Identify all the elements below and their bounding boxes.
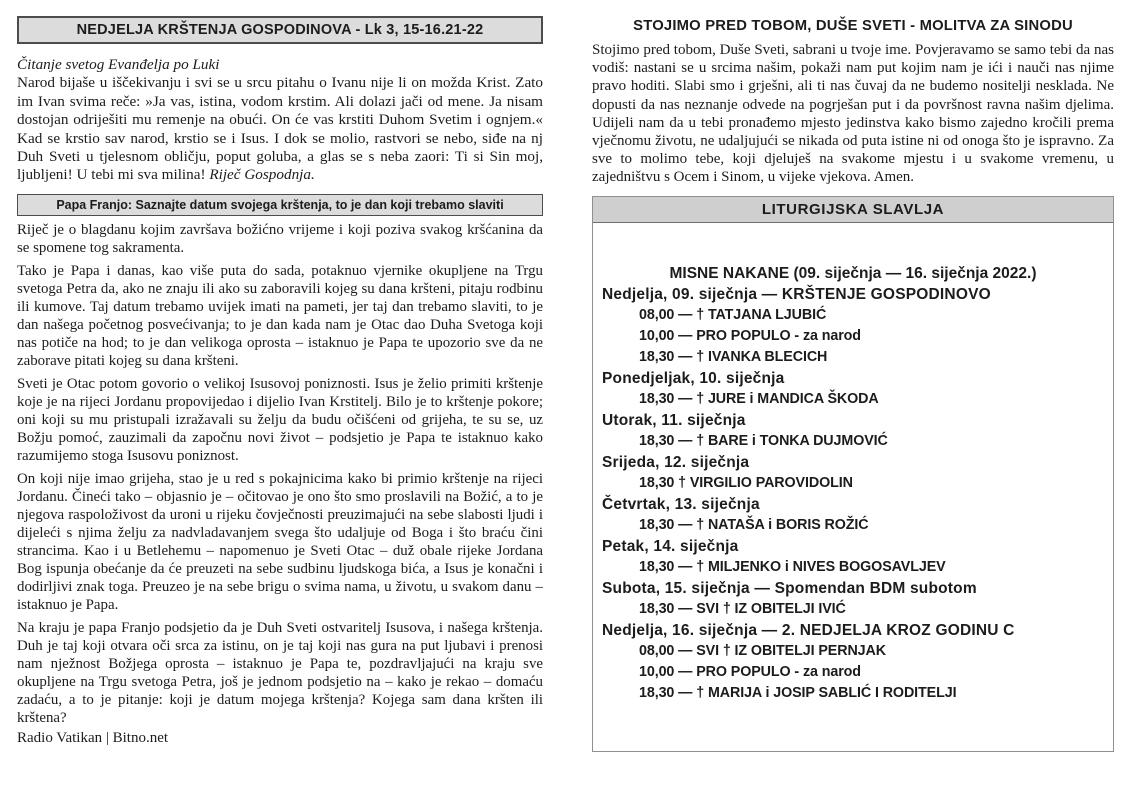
schedule-row: 10,00 — PRO POPULO - za narod xyxy=(639,327,861,344)
schedule-row: Petak, 14. siječnja xyxy=(602,537,739,555)
schedule-row: Ponedjeljak, 10. siječnja xyxy=(602,369,785,387)
schedule-row: 18,30 — SVI † IZ OBITELJI IVIĆ xyxy=(639,600,846,617)
schedule-row: 18,30 — † NATAŠA i BORIS ROŽIĆ xyxy=(639,516,869,533)
gospel-body: Narod bijaše u iščekivanju i svi se u srcu pitahu o Ivanu nije li on možda Krist. Zato im Ivan svima reče: »Ja vas, istina, vodom krstim. Ali dolazi jači od mene. Ja nisam dostojan odriješiti mu remenje na obući. On će vas krstiti Duhom Svetim i ognjem.« Kad se krstio sav narod, krstio se i Isus. I dok se molio, rastvori se nebo, siđe na nj Duh Sveti u tjelesnom obličju, poput goluba, a glas se s neba zaori: Ti si Sin moj, ljubljeni! U tebi mi sva milina! xyxy=(17,74,543,184)
schedule-row: 18,30 — † IVANKA BLECICH xyxy=(639,348,828,365)
schedule-row: 10,00 — PRO POPULO - za narod xyxy=(639,663,861,680)
schedule-row: 08,00 — † TATJANA LJUBIĆ xyxy=(639,306,827,323)
gospel-text xyxy=(17,74,543,184)
right-column xyxy=(592,18,1114,752)
schedule-row: Nedjelja, 09. siječnja — KRŠTENJE GOSPODINOVO xyxy=(602,285,991,303)
schedule-row: 18,30 — † JURE i MANDICA ŠKODA xyxy=(639,390,879,407)
schedule-row: Četvrtak, 13. siječnja xyxy=(602,495,760,513)
article-paragraph: Na kraju je papa Franjo podsjetio da je Duh Sveti ostvaritelj Isusova, i našega krštenja. Duh je taj koji otvara oči srca za istinu, on je taj koji nas gura na put ljubavi i prenosi nam nježnost Božjega oprosta – istaknuo je Papa te, pozdravljajući na kraju sve okupljene na Trgu svetoga Petra, još je jednom podsjetio na – kako je rekao – domaću zadaću, a to je pitanje: koji je datum mojega krštenja? Kojega sam dana kršten ili krštena? xyxy=(17,619,543,726)
schedule-row: Utorak, 11. siječnja xyxy=(602,411,746,429)
gospel-intro: Čitanje svetog Evanđelja po Luki xyxy=(17,56,220,73)
left-column xyxy=(17,16,543,747)
mass-intentions-title: MISNE NAKANE (09. siječnja — 16. siječnja 2022.) xyxy=(669,264,1037,282)
papa-subheader-box: Papa Franjo: Saznajte datum svojega krštenja, to je dan koji trebamo slaviti xyxy=(17,194,543,216)
schedule-row: 18,30 — † MILJENKO i NIVES BOGOSAVLJEV xyxy=(639,558,946,575)
liturgy-box xyxy=(592,196,1114,752)
article-paragraph: Tako je Papa i danas, kao više puta do sada, potaknuo vjernike okupljene na Trgu svetoga Petra da, ako ne znaju ili ako su zaboravili kojeg su dana kršteni, pitaju rodbinu ili kumove. Taj datum trebamo uvijek imati na pameti, jer taj dan trebamo slaviti, to je dan našega početnog posvećivanja; to je dan kada nam je Otac dao Duha Svetoga koji nas potiče na hod; to je dan velikoga oprosta – istaknuo je Papa te upozorio sve da ne zaborave pitati kojeg su dana kršteni. xyxy=(17,262,543,369)
schedule-row: Subota, 15. siječnja — Spomendan BDM subotom xyxy=(602,579,977,597)
schedule-row: 18,30 — † MARIJA i JOSIP SABLIĆ I RODITELJI xyxy=(639,684,957,701)
prayer-text: Stojimo pred tobom, Duše Sveti, sabrani u tvoje ime. Povjeravamo se samo tebi da nas vodiš: nastani se u srcima našim, pokaži nam put kojim nam je ići i nauči nas njime pravo hoditi. Slabi smo i grješni, ali ti nas čuvaj da ne budemo nositelji nesklada. Ne dopusti da nas neznanje odvede na pogrješan put i da površnost ravna našim djelima. Udijeli nam da u tebi pronađemo mjesto jedinstva kako bismo zajedno kročili prema vječnomu životu, ne udaljujući se nikada od puta istine ni od onoga što je ispravno. Za sve to molimo tebe, koji djeluješ na svakome mjestu i u svakome vremenu, u zajedništvu s Ocem i Sinom, u vijeke vjekova. Amen. xyxy=(592,42,1114,186)
article-paragraph: On koji nije imao grijeha, stao je u red s pokajnicima kako bi primio krštenje na rijeci Jordanu. Čineći tako – objasnio je – očitovao je ono što smo proslavili na Božić, a to je njegova raspoloživost da uroni u rijeku čovječnosti preuzimajući na sebe slabosti ljudi i dijeleći s njima želju za nadvladavanjem svega što udaljuje od Boga i što braću čini strancima. Kao i u Betlehemu – napomenuo je Sveti Otac – duž obale rijeke Jordana Bog ispunja obećanje da će preuzeti na sebe sudbinu ljudskoga bića, a Isus je konačni i dodirljivi znak toga. Preuzeo je na sebe brigu o svima nama, u životu, u svakom danu – istaknuo je Papa. xyxy=(17,470,543,613)
sunday-header-box: NEDJELJA KRŠTENJA GOSPODINOVA - Lk 3, 15-16.21-22 xyxy=(17,16,543,44)
liturgy-box-header: LITURGIJSKA SLAVLJA xyxy=(593,197,1113,223)
article-paragraph: Riječ je o blagdanu kojim završava božićno vrijeme i koji poziva svakog kršćanina da se spomene tog sakramenta. xyxy=(17,221,543,256)
schedule-row: 18,30 — † BARE i TONKA DUJMOVIĆ xyxy=(639,432,888,449)
schedule-row: Srijeda, 12. siječnja xyxy=(602,453,750,471)
prayer-title: STOJIMO PRED TOBOM, DUŠE SVETI - MOLITVA ZA SINODU xyxy=(633,18,1073,34)
gospel-ending: Riječ Gospodnja. xyxy=(209,166,315,184)
schedule-row: Nedjelja, 16. siječnja — 2. NEDJELJA KROZ GODINU C xyxy=(602,621,1015,639)
source-line: Radio Vatikan | Bitno.net xyxy=(17,729,169,746)
schedule-row: 08,00 — SVI † IZ OBITELJI PERNJAK xyxy=(639,642,886,659)
article-paragraph: Sveti je Otac potom govorio o velikoj Isusovoj poniznosti. Isus je želio primiti krštenje koje je na rijeci Jordanu propovijedao i dijelio Ivan Krstitelj. Bilo je to krštenje pokore; oni koji su mu pristupali izražavali su želju da budu očišćeni od grijeha, te su se, uz Božju pomoć, zauzimali da započnu novi život – podsjetio je Papa te istaknuo kako razumijemo stoga Isusovu poniznost. xyxy=(17,375,543,464)
liturgy-box-content xyxy=(593,263,1113,704)
schedule-row: 18,30 † VIRGILIO PAROVIDOLIN xyxy=(639,474,853,491)
